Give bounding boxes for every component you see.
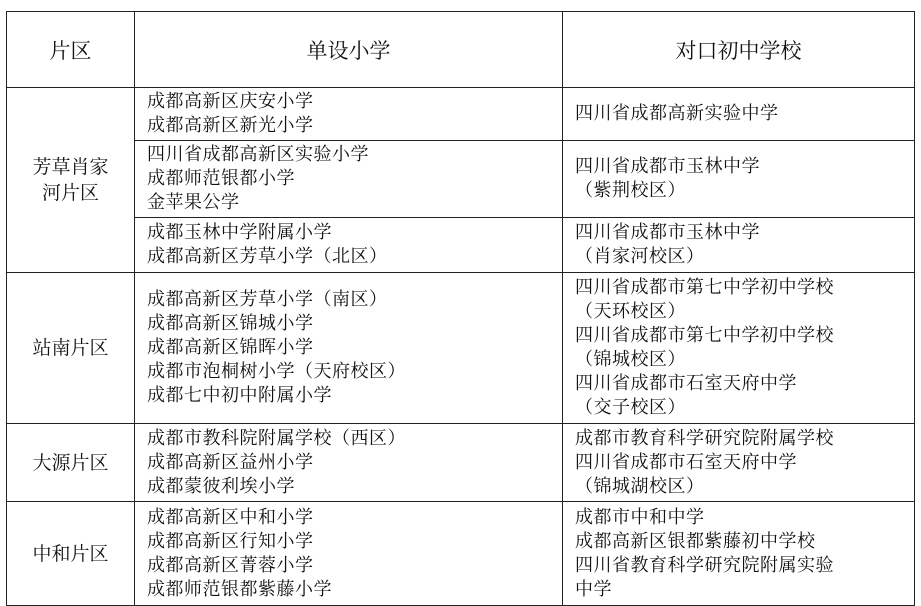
school-district-table xyxy=(6,11,915,606)
middle-school-cell xyxy=(563,424,915,502)
header-row xyxy=(7,12,915,88)
middle-school-name: 成都市中和中学 xyxy=(575,506,705,528)
primary-school-name: 成都高新区芳草小学（北区） xyxy=(147,246,388,267)
middle-school-name: 成都市教育科学研究院附属学校 xyxy=(575,427,834,449)
table-row xyxy=(7,88,915,141)
middle-school-cell xyxy=(563,218,915,273)
primary-school-name: 成都高新区庆安小学 xyxy=(147,91,314,112)
primary-school-name: 成都高新区行知小学 xyxy=(147,530,314,552)
middle-school-name: 四川省成都高新实验中学 xyxy=(575,103,779,124)
table-row xyxy=(7,502,915,606)
middle-school-name: （锦城湖校区） xyxy=(575,475,705,497)
middle-school-name: （锦城校区） xyxy=(575,349,686,370)
primary-school-name: 成都高新区芳草小学（南区） xyxy=(147,289,388,310)
middle-school-name: （肖家河校区） xyxy=(575,246,705,267)
primary-school-name: 成都高新区菁蓉小学 xyxy=(147,554,314,576)
primary-school-name: 成都市教科院附属学校（西区） xyxy=(147,427,406,449)
middle-school-name: 四川省成都市玉林中学 xyxy=(575,222,760,243)
primary-school-name: 成都师范银都小学 xyxy=(147,168,295,189)
primary-school-name: 成都七中初中附属小学 xyxy=(147,385,332,406)
primary-school-cell xyxy=(135,502,563,606)
primary-school-name: 成都高新区益州小学 xyxy=(147,451,314,473)
primary-school-cell xyxy=(135,424,563,502)
table-row xyxy=(7,218,915,273)
middle-school-name: 四川省成都市第七中学初中学校 xyxy=(575,277,834,298)
middle-school-name: 四川省成都市石室天府中学 xyxy=(575,373,797,394)
middle-school-name: 成都高新区银都紫藤初中学校 xyxy=(575,530,816,552)
table-row xyxy=(7,141,915,218)
primary-school-name: 成都师范银都紫藤小学 xyxy=(147,578,332,600)
middle-school-cell xyxy=(563,273,915,424)
table-row xyxy=(7,424,915,502)
header-primary-school: 单设小学 xyxy=(135,12,563,88)
primary-school-name: 成都高新区锦晖小学 xyxy=(147,337,314,358)
middle-school-name: （天环校区） xyxy=(575,301,686,322)
primary-school-cell xyxy=(135,273,563,424)
middle-school-cell xyxy=(563,141,915,218)
primary-school-name: 成都高新区中和小学 xyxy=(147,506,314,528)
region-cell xyxy=(7,273,135,424)
primary-school-name: 四川省成都高新区实验小学 xyxy=(147,144,369,165)
region-name-line: 河片区 xyxy=(41,182,99,204)
primary-school-name: 成都蒙彼利埃小学 xyxy=(147,475,295,497)
primary-school-cell xyxy=(135,141,563,218)
middle-school-name: 四川省成都市第七中学初中学校 xyxy=(575,325,834,346)
primary-school-name: 金苹果公学 xyxy=(147,192,240,213)
middle-school-name: 四川省成都市石室天府中学 xyxy=(575,451,797,473)
header-region: 片区 xyxy=(7,12,135,88)
primary-school-name: 成都高新区新光小学 xyxy=(147,115,314,136)
region-cell xyxy=(7,88,135,273)
primary-school-name: 成都市泡桐树小学（天府校区） xyxy=(147,361,406,382)
primary-school-name: 成都高新区锦城小学 xyxy=(147,313,314,334)
region-cell xyxy=(7,424,135,502)
middle-school-name: 四川省成都市玉林中学 xyxy=(575,156,760,177)
table-row xyxy=(7,273,915,424)
region-name-line: 大源片区 xyxy=(32,451,109,474)
middle-school-name: 四川省教育科学研究院附属实验 xyxy=(575,554,834,576)
primary-school-name: 成都玉林中学附属小学 xyxy=(147,222,332,243)
middle-school-name: 中学 xyxy=(575,578,612,600)
middle-school-cell xyxy=(563,88,915,141)
primary-school-cell xyxy=(135,88,563,141)
region-name-line: 站南片区 xyxy=(32,337,109,359)
primary-school-cell xyxy=(135,218,563,273)
middle-school-name: （紫荆校区） xyxy=(575,180,686,201)
header-middle-school: 对口初中学校 xyxy=(563,12,915,88)
middle-school-cell xyxy=(563,502,915,606)
region-cell xyxy=(7,502,135,606)
middle-school-name: （交子校区） xyxy=(575,397,686,418)
region-name-line: 芳草肖家 xyxy=(32,156,109,178)
region-name-line: 中和片区 xyxy=(32,542,109,565)
